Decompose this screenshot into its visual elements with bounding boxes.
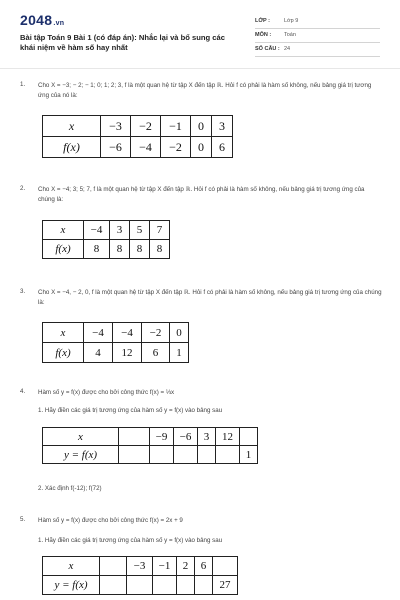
question-text: Hàm số y = f(x) được cho bởi công thức f(x) = ⅓x [38, 389, 175, 396]
table-cell: 5 [130, 221, 150, 240]
table-cell [198, 446, 216, 464]
table-cell [216, 446, 240, 464]
meta-subject: MÔN : Toán [255, 29, 380, 43]
question-number: 3. [20, 288, 26, 295]
table-cell [174, 446, 198, 464]
table-cell [150, 446, 174, 464]
table-cell: 0 [191, 137, 212, 158]
table-cell: 4 [84, 343, 113, 363]
header-cell: f(x) [43, 137, 101, 158]
question-number: 4. [20, 388, 26, 395]
question-text: Cho X = −4, − 2, 0, f là một quan hệ từ tập X đến tập ℝ. Hỏi f có phải là hàm số không, nếu bảng giá trị tương ứng của chúng là: [38, 289, 382, 306]
table-cell: 7 [150, 221, 170, 240]
header-cell: x [43, 557, 100, 576]
table-cell: −4 [84, 221, 110, 240]
table-cell: −4 [84, 323, 113, 343]
table-cell: 27 [213, 576, 238, 595]
question-number: 1. [20, 81, 26, 88]
table-cell [100, 557, 127, 576]
sub-question: 1. Hãy điền các giá trị tương ứng của hàm số y = f(x) vào bảng sau [38, 407, 223, 414]
header-cell: x [43, 323, 84, 343]
table-cell: 0 [170, 323, 189, 343]
table-cell: −2 [142, 323, 170, 343]
table-cell: 8 [84, 240, 110, 259]
table-cell: 1 [240, 446, 258, 464]
table-cell: −2 [161, 137, 191, 158]
table-cell: −1 [153, 557, 177, 576]
question-text: Hàm số y = f(x) được cho bởi công thức f(x) = 2x + 9 [38, 517, 183, 524]
table-cell: 8 [110, 240, 130, 259]
page-header [0, 0, 400, 62]
question-number: 5. [20, 516, 26, 523]
table-cell [240, 428, 258, 446]
value-table [42, 556, 238, 595]
document-title: Bài tập Toán 9 Bài 1 (có đáp án): Nhắc lại và bổ sung các khái niệm về hàm số hay nhất [20, 33, 225, 52]
question-text: Cho X = −3; − 2; − 1; 0; 1; 2; 3, f là một quan hệ từ tập X đến tập ℝ. Hỏi f có phải là hàm số không, nếu bảng giá trị tương ứng của nó là: [38, 82, 372, 99]
table-cell: 3 [110, 221, 130, 240]
table-cell [153, 576, 177, 595]
table-cell: 12 [216, 428, 240, 446]
table-cell [195, 576, 213, 595]
value-table [42, 115, 233, 158]
value-table [42, 322, 189, 363]
table-cell: 3 [212, 116, 233, 137]
table-cell: 6 [142, 343, 170, 363]
sub-question: 2. Xác định f(-12); f(72) [38, 485, 102, 492]
table-cell: −3 [101, 116, 131, 137]
header-cell: x [43, 221, 84, 240]
table-cell: −3 [127, 557, 153, 576]
header-cell: f(x) [43, 343, 84, 363]
table-cell: −4 [131, 137, 161, 158]
header-cell: f(x) [43, 240, 84, 259]
table-cell: 1 [170, 343, 189, 363]
table-cell [177, 576, 195, 595]
table-cell: 0 [191, 116, 212, 137]
site-logo[interactable]: 2048.vn [20, 12, 65, 28]
header-cell: x [43, 116, 101, 137]
table-cell: 3 [198, 428, 216, 446]
table-cell: −1 [161, 116, 191, 137]
value-table [42, 427, 258, 464]
table-cell [119, 428, 150, 446]
table-cell: −6 [101, 137, 131, 158]
question-text: Cho X = −4; 3; 5; 7, f là một quan hệ từ tập X đến tập ℝ. Hỏi f có phải là hàm số không, nếu bảng giá trị tương ứng của chúng là: [38, 186, 365, 203]
table-cell [213, 557, 238, 576]
meta-class: LỚP : Lớp 9 [255, 15, 380, 29]
table-cell: −9 [150, 428, 174, 446]
header-divider [0, 68, 400, 69]
table-cell [127, 576, 153, 595]
table-cell: 12 [113, 343, 142, 363]
header-cell: y = f(x) [43, 576, 100, 595]
table-cell: 8 [150, 240, 170, 259]
sub-question: 1. Hãy điền các giá trị tương ứng của hàm số y = f(x) vào bảng sau [38, 537, 223, 544]
table-cell: 8 [130, 240, 150, 259]
table-cell: −6 [174, 428, 198, 446]
table-cell: −2 [131, 116, 161, 137]
table-cell [119, 446, 150, 464]
table-cell: 6 [212, 137, 233, 158]
table-cell [100, 576, 127, 595]
table-cell: 2 [177, 557, 195, 576]
table-cell: 6 [195, 557, 213, 576]
value-table [42, 220, 170, 259]
header-cell: y = f(x) [43, 446, 119, 464]
header-cell: x [43, 428, 119, 446]
meta-question-count: SỐ CÂU : 24 [255, 43, 380, 57]
question-number: 2. [20, 185, 26, 192]
table-cell: −4 [113, 323, 142, 343]
